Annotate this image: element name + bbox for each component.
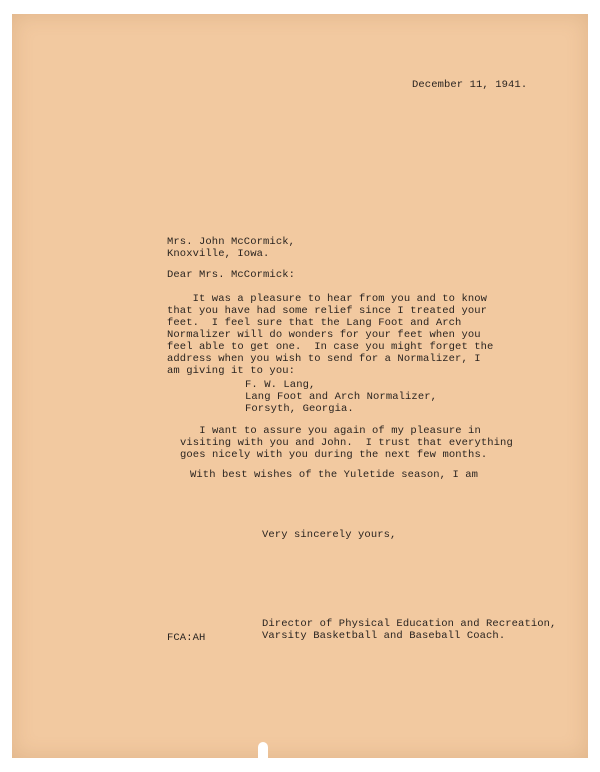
recipient-city: Knoxville, Iowa. bbox=[167, 248, 270, 260]
body-paragraph-1 bbox=[167, 293, 493, 377]
title-line: Varsity Basketball and Baseball Coach. bbox=[262, 630, 506, 642]
paragraph-line: am giving it to you: bbox=[167, 365, 296, 377]
normalizer-address bbox=[245, 379, 437, 415]
paragraph-line: Normalizer will do wonders for your feet when you bbox=[167, 329, 481, 341]
paragraph-line: visiting with you and John. I trust that everything bbox=[180, 437, 513, 449]
title-line: Director of Physical Education and Recreation, bbox=[262, 618, 557, 630]
paragraph-line: address when you wish to send for a Normalizer, I bbox=[167, 353, 481, 365]
paragraph-line: I want to assure you again of my pleasure in bbox=[180, 425, 481, 437]
paragraph-line: feet. I feel sure that the Lang Foot and Arch bbox=[167, 317, 462, 329]
body-paragraph-2 bbox=[180, 425, 513, 461]
paragraph-line: It was a pleasure to hear from you and to know bbox=[167, 293, 488, 305]
address-line: F. W. Lang, bbox=[245, 379, 316, 391]
paragraph-line: goes nicely with you during the next few months. bbox=[180, 449, 488, 461]
paper-edge-notch bbox=[258, 742, 268, 758]
complimentary-closing: Very sincerely yours, bbox=[262, 529, 397, 541]
letter-page bbox=[12, 14, 588, 758]
reference-initials: FCA:AH bbox=[167, 632, 206, 644]
recipient-name: Mrs. John McCormick, bbox=[167, 236, 296, 248]
letter-date: December 11, 1941. bbox=[412, 79, 528, 91]
salutation: Dear Mrs. McCormick: bbox=[167, 269, 296, 281]
address-line: Lang Foot and Arch Normalizer, bbox=[245, 391, 438, 403]
signature-title-block bbox=[262, 618, 556, 642]
recipient-block bbox=[167, 236, 295, 260]
address-line: Forsyth, Georgia. bbox=[245, 403, 354, 415]
paragraph-line: that you have had some relief since I treated your bbox=[167, 305, 488, 317]
paragraph-line: feel able to get one. In case you might forget the bbox=[167, 341, 494, 353]
body-paragraph-3: With best wishes of the Yuletide season, I am bbox=[190, 469, 479, 481]
